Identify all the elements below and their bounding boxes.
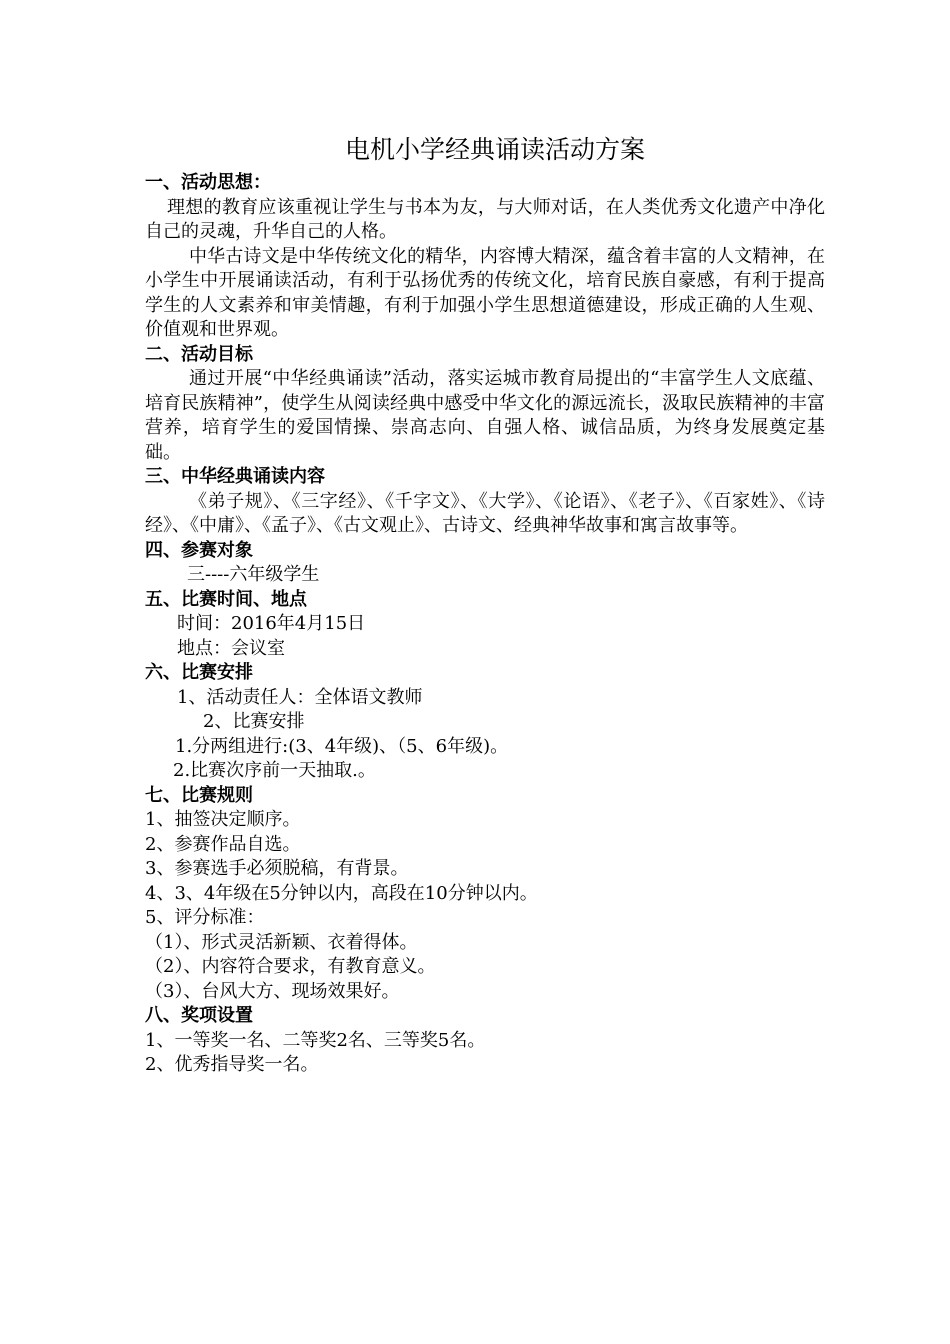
paragraph: 2、参赛作品自选。 (145, 833, 301, 855)
paragraph: 1、一等奖一名、二等奖2名、三等奖5名。 (145, 1029, 486, 1051)
paragraph: 1.分两组进行:(3、4年级)、（5、6年级)。 (175, 735, 509, 757)
section-content (145, 465, 825, 539)
paragraph: 2、优秀指导奖一名。 (145, 1054, 319, 1075)
paragraph: 理想的教育应该重视让学生与书本为友，与大师对话，在人类优秀文化遗产中净化自己的灵魂，升华自己的人格。 (145, 196, 825, 242)
document-title: 电机小学经典诵读活动方案 (344, 135, 645, 164)
paragraph: 4、3、4年级在5分钟以内，高段在10分钟以内。 (145, 882, 538, 904)
document-page (145, 130, 825, 1078)
paragraph: （3）、台风大方、现场效果好。 (145, 980, 400, 1002)
section-time-place (145, 588, 825, 662)
paragraph: 1、抽签决定顺序。 (145, 809, 301, 830)
section-heading: 二、活动目标 (145, 343, 253, 365)
paragraph: 中华古诗文是中华传统文化的精华，内容博大精深，蕴含着丰富的人文精神，在小学生中开展诵读活动，有利于弘扬优秀的传统文化，培育民族自豪感，有利于提高学生的人文素养和审美情趣，有利于加强小学生思想道德建设，形成正确的人生观、价值观和世界观。 (145, 245, 825, 340)
paragraph: 1、活动责任人：全体语文教师 (177, 686, 423, 708)
section-participants (145, 539, 825, 588)
paragraph: 三----六年级学生 (187, 564, 320, 585)
section-heading: 五、比赛时间、地点 (145, 588, 307, 610)
paragraph: 5、评分标准： (145, 907, 265, 928)
section-heading: 七、比赛规则 (145, 784, 253, 806)
section-arrangement (145, 661, 825, 784)
section-heading: 一、活动思想： (145, 172, 271, 193)
paragraph: （1）、形式灵活新颖、衣着得体。 (145, 931, 418, 953)
section-thought (145, 171, 825, 343)
section-heading: 八、奖项设置 (145, 1005, 253, 1026)
paragraph: 2.比赛次序前一天抽取.。 (173, 760, 376, 781)
paragraph: 2、比赛安排 (203, 711, 305, 732)
section-heading: 四、参赛对象 (145, 539, 253, 561)
paragraph: 3、参赛选手必须脱稿，有背景。 (145, 858, 409, 879)
paragraph: 通过开展“中华经典诵读”活动，落实运城市教育局提出的“丰富学生人文底蕴、培育民族精神”，使学生从阅读经典中感受中华文化的源远流长，汲取民族精神的丰富营养，培育学生的爱国情操、崇高志向、自强人格、诚信品质，为终身发展奠定基础。 (145, 368, 825, 463)
paragraph: 地点：会议室 (177, 637, 285, 659)
section-goal (145, 343, 825, 466)
section-heading: 三、中华经典诵读内容 (145, 466, 325, 487)
section-awards (145, 1004, 825, 1078)
paragraph: （2）、内容符合要求，有教育意义。 (145, 956, 436, 977)
paragraph: 《弟子规》、《三字经》、《千字文》、《大学》、《论语》、《老子》、《百家姓》、《诗经》、《中庸》、《孟子》、《古文观止》、古诗文、经典神华故事和寓言故事等。 (145, 490, 825, 536)
paragraph: 时间：2016年4月15日 (177, 613, 366, 634)
section-rules (145, 784, 825, 1005)
section-heading: 六、比赛安排 (145, 662, 253, 683)
